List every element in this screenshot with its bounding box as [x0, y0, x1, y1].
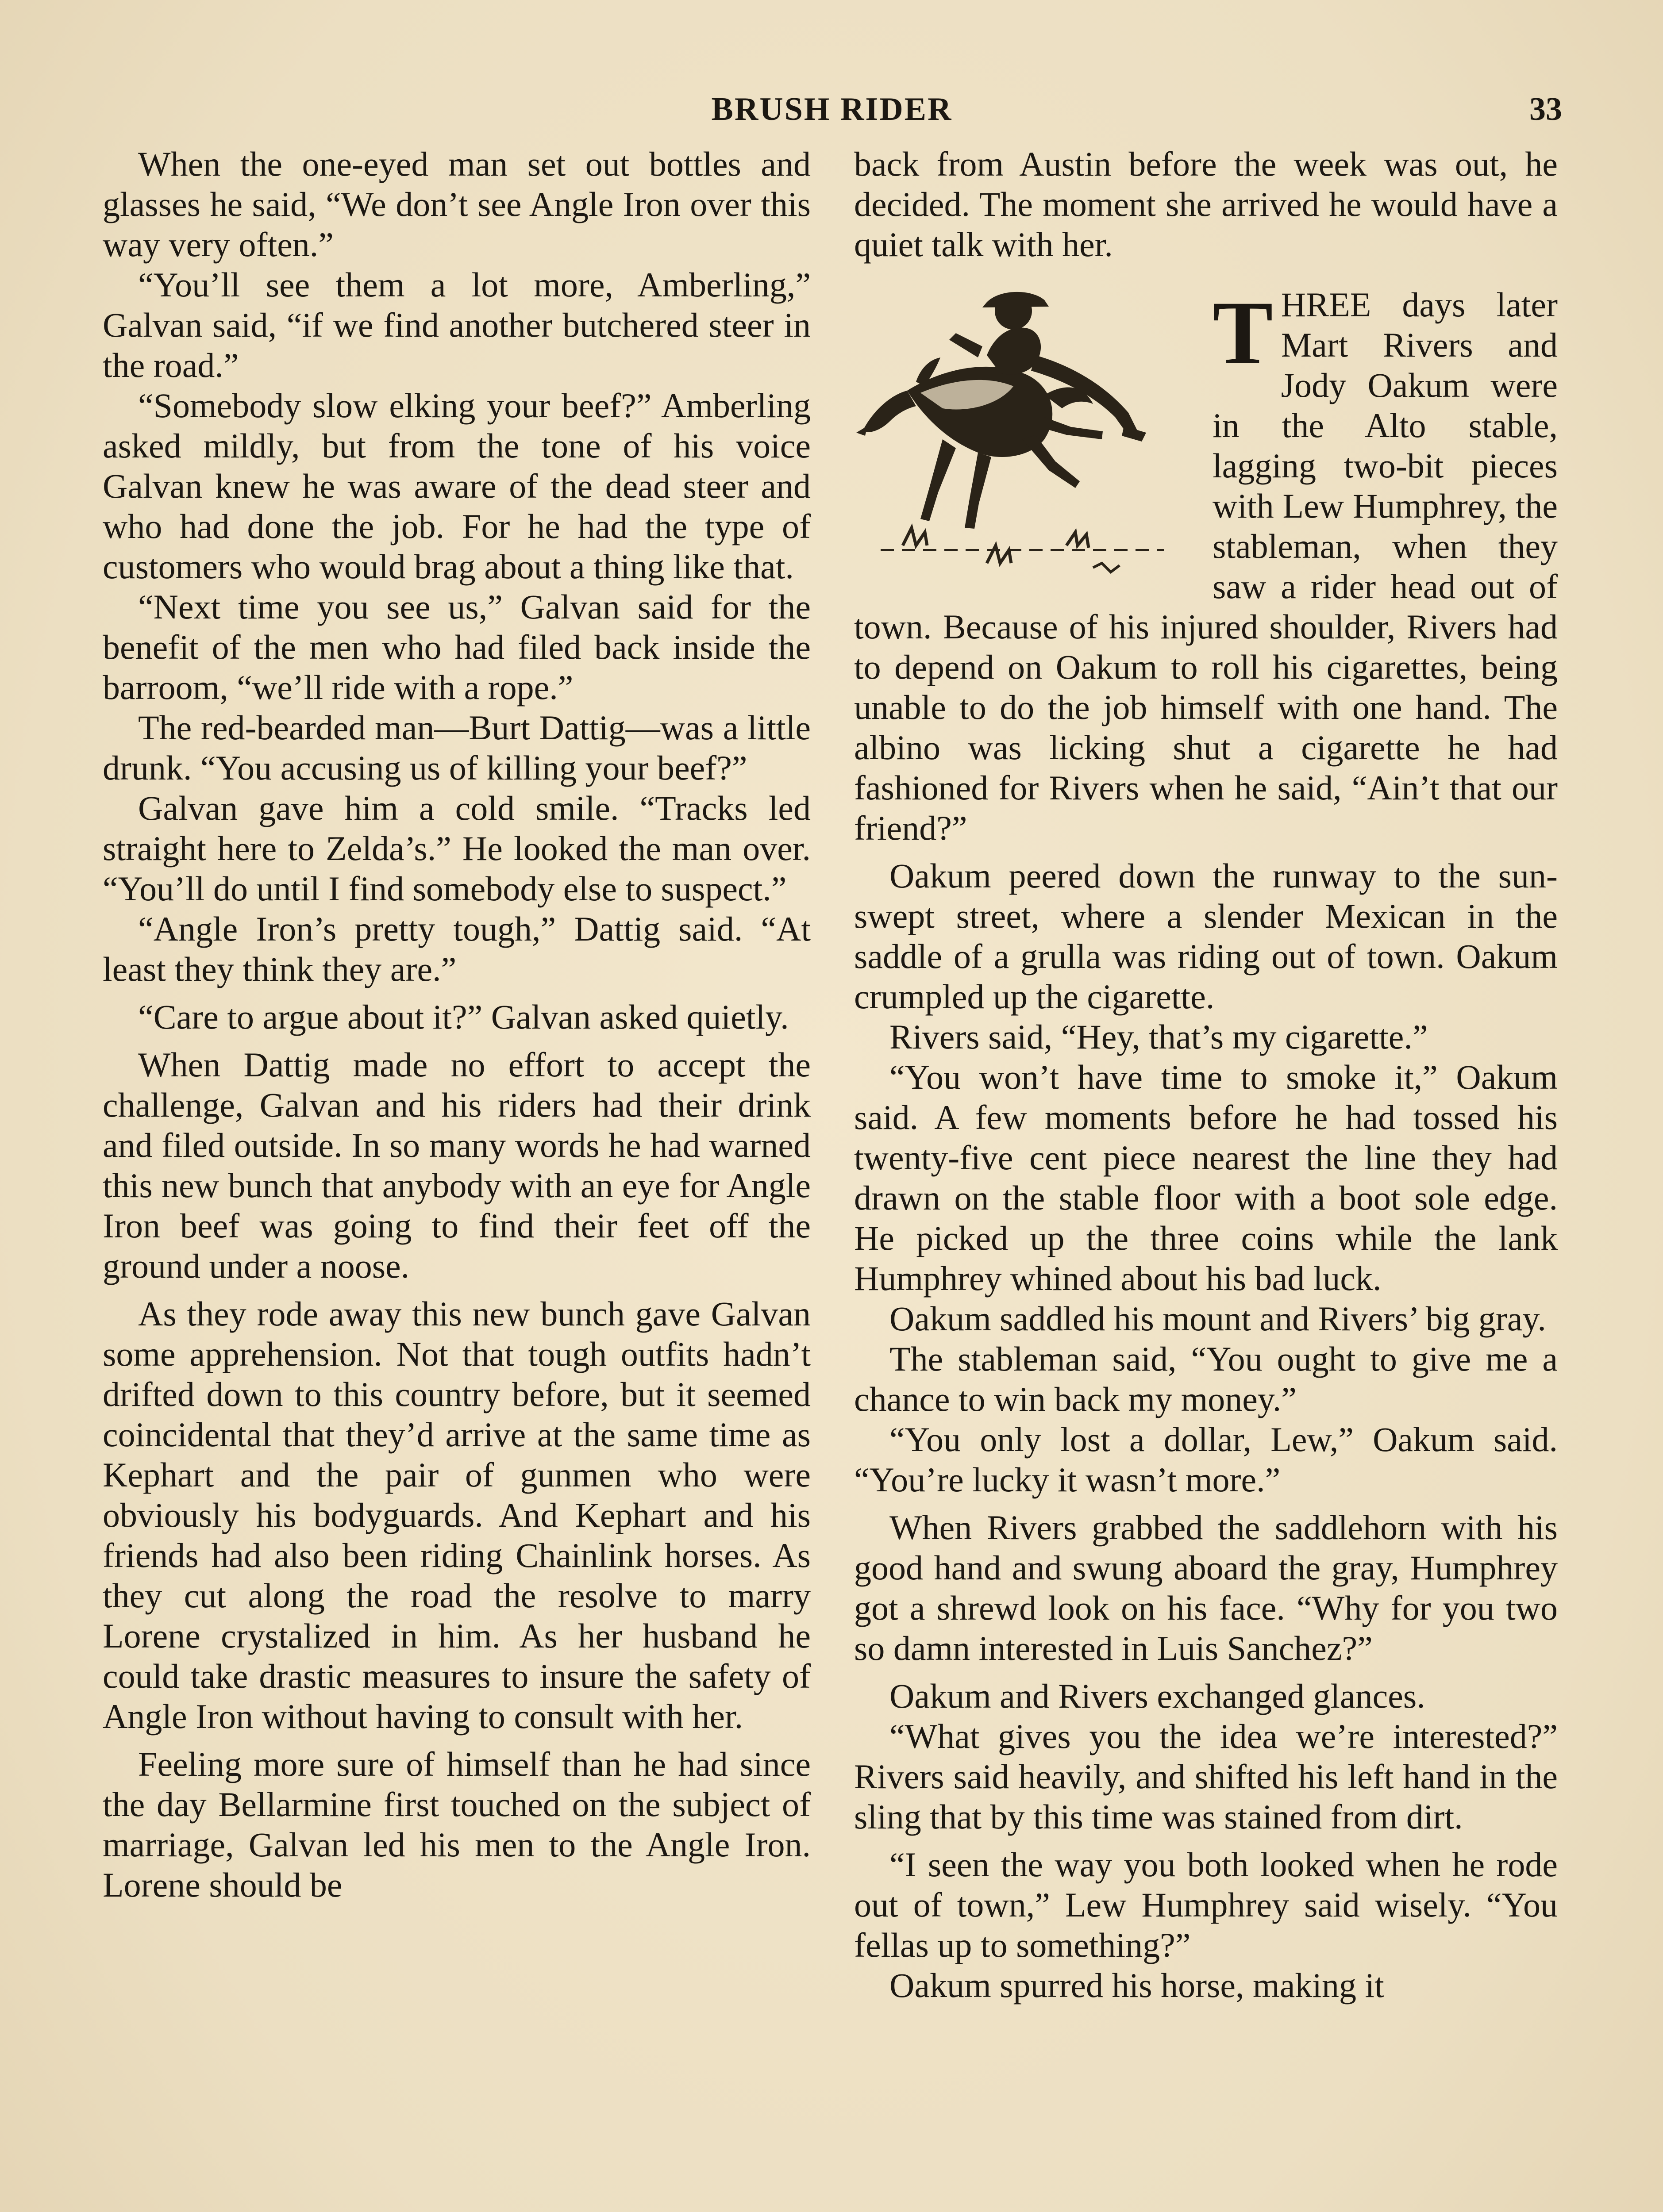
paragraph: The red-bearded man—Burt Dattig—was a little drunk. “You accusing us of killing your beef?”	[103, 708, 811, 787]
paragraph: Oakum spurred his horse, making it	[889, 1966, 1384, 2005]
paragraph: “What gives you the idea we’re interested?” Rivers said heavily, and shifted his left hand in the sling that by this time was stained from dirt.	[854, 1717, 1558, 1836]
paragraph: Oakum peered down the runway to the sun-swept street, where a slender Mexican in the saddle of a grulla was riding out of town. Oakum crumpled up the cigarette.	[854, 856, 1558, 1016]
paragraph: “Somebody slow elking your beef?” Amberling asked mildly, but from the tone of his voice Galvan knew he was aware of the dead steer and who had done the job. For he had the type of customers who would brag about a thing like that.	[103, 386, 811, 586]
bronc-rider-illustration	[854, 280, 1204, 590]
paragraph: “Care to argue about it?” Galvan asked quietly.	[138, 998, 789, 1036]
paragraph: When the one-eyed man set out bottles and glasses he said, “We don’t see Angle Iron over this way very often.”	[103, 145, 811, 264]
paragraph: The stableman said, “You ought to give me a chance to win back my money.”	[854, 1340, 1558, 1418]
section-opening-text: HREE days later Mart Rivers and Jody Oakum were in the Alto stable, lagging two-bit pieces with Lew Humphrey, the stableman, when they saw a rider head out of town. Because of his injured shoulder, Rivers had to depend on Oakum to roll his cigarettes, being unable to do the job himself with one hand. The albino was licking shut a cigarette he had fashioned for Rivers when he said, “Ain’t that our friend?”	[854, 285, 1558, 847]
running-head: BRUSH RIDER	[711, 91, 953, 127]
paragraph: As they rode away this new bunch gave Galvan some apprehension. Not that tough outfits hadn’t drifted down to this country before, but it seemed coincidental that they’d arrive at the same time as Kephart and the pair of gunmen who were obviously his bodyguards. And Kephart and his friends had also been riding Chainlink horses. As they cut along the road the resolve to marry Lorene crystalized in him. As her husband he could take drastic measures to insure the safety of Angle Iron without having to consult with her.	[103, 1294, 811, 1736]
right-column	[854, 144, 1558, 2212]
left-column	[103, 144, 811, 2212]
paragraph: When Rivers grabbed the saddlehorn with his good hand and swung aboard the gray, Humphrey got a shrewd look on his face. “Why for you two so damn interested in Luis Sanchez?”	[854, 1508, 1558, 1667]
paragraph-continued: back from Austin before the week was out, he decided. The moment she arrived he would have a quiet talk with her.	[854, 145, 1558, 264]
paragraph: When Dattig made no effort to accept the challenge, Galvan and his riders had their drink and filed outside. In so many words he had warned this new bunch that anybody with an eye for Angle Iron beef was going to find their feet off the ground under a noose.	[103, 1045, 811, 1285]
paragraph: Rivers said, “Hey, that’s my cigarette.”	[889, 1018, 1428, 1056]
paragraph: “I seen the way you both looked when he rode out of town,” Lew Humphrey said wisely. “You fellas up to something?”	[854, 1845, 1558, 1964]
paragraph: Feeling more sure of himself than he had since the day Bellarmine first touched on the subject of marriage, Galvan led his men to the Angle Iron. Lorene should be	[103, 1745, 811, 1904]
paragraph: Oakum saddled his mount and Rivers’ big gray.	[889, 1299, 1546, 1338]
drop-cap: T	[1213, 283, 1273, 383]
paragraph: “You won’t have time to smoke it,” Oakum said. A few moments before he had tossed his twenty-five cent piece nearest the line they had drawn on the stable floor with a boot sole edge. He picked up the three coins while the lank Humphrey whined about his bad luck.	[854, 1058, 1558, 1298]
paragraph: Oakum and Rivers exchanged glances.	[889, 1677, 1425, 1715]
paragraph: “Next time you see us,” Galvan said for the benefit of the men who had filed back inside the barroom, “we’ll ride with a rope.”	[103, 588, 811, 707]
paragraph: “You only lost a dollar, Lew,” Oakum said. “You’re lucky it wasn’t more.”	[854, 1420, 1558, 1499]
page-number: 33	[1529, 91, 1562, 127]
paragraph: “You’ll see them a lot more, Amberling,” Galvan said, “if we find another butchered steer in the road.”	[103, 265, 811, 384]
paragraph: “Angle Iron’s pretty tough,” Dattig said. “At least they think they are.”	[103, 910, 811, 988]
paragraph: Galvan gave him a cold smile. “Tracks led straight here to Zelda’s.” He looked the man over. “You’ll do until I find somebody else to suspect.”	[103, 789, 811, 908]
